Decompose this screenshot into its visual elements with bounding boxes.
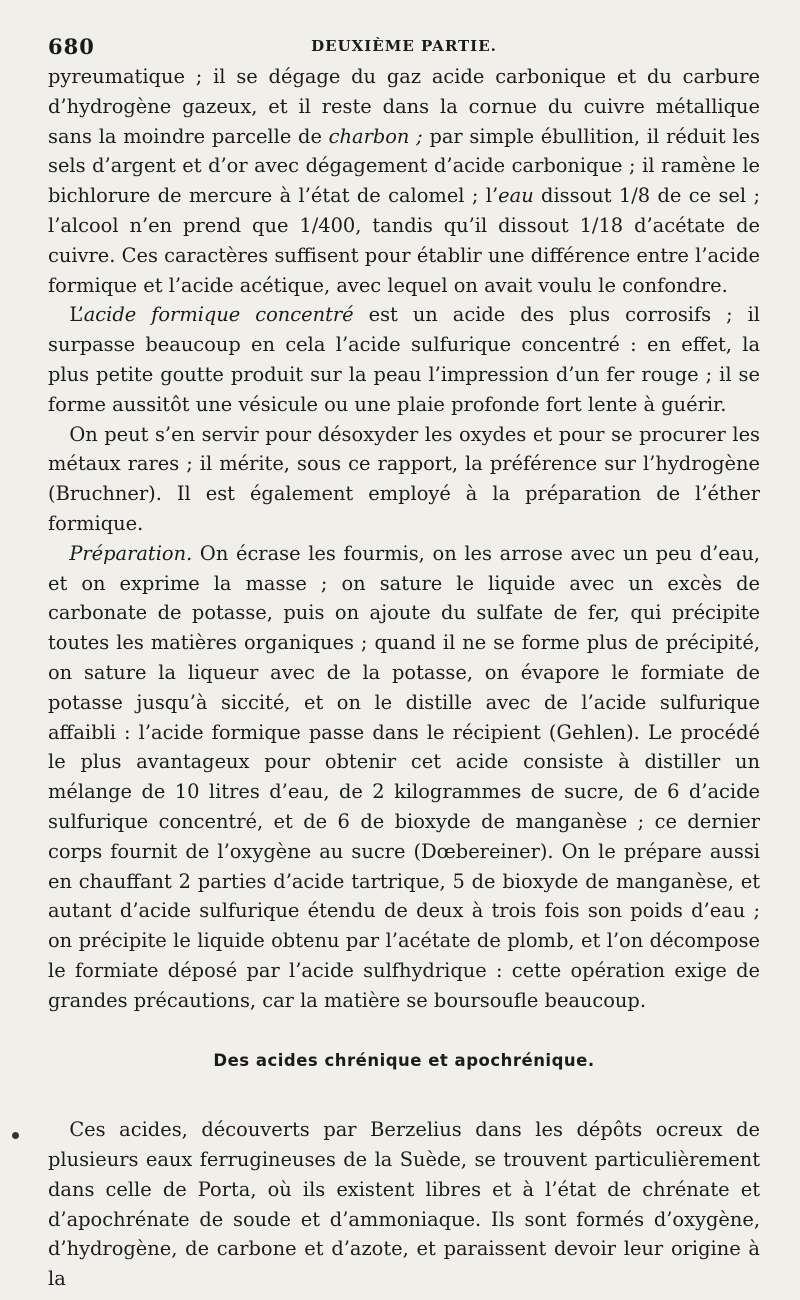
text-run: par simple ébullition, il réduit les sels d’argent et d’or avec dégagement d’acide carbonique ; il ramène le bichlorure de mercure à l’état de calomel ; l’: [48, 124, 760, 208]
text-run: pyreumatique ; il se dégage du gaz acide carbonique et du carbure d’hydrogène gazeux, et il reste dans la cornue du cuivre métallique sans la moindre parcelle de: [48, 65, 760, 148]
page-number: 680: [48, 34, 95, 59]
italic-text: Préparation.: [69, 541, 193, 565]
paragraph-continuation: [48, 62, 760, 300]
text-run: dissout 1/8 de ce sel ; l’alcool n’en prend que 1/400, tandis qu’il dissout 1/18 d’acétate de cuivre. Ces caractères suffisent pour établir une différence entre l’acide formique et l’acide acétique, avec lequel on avait voulu le confondre.: [48, 184, 760, 297]
text-run: On écrase les fourmis, on les arrose avec un peu d’eau, et on exprime la masse ; on sature le liquide avec un excès de carbonate de potasse, puis on ajoute du sulfate de fer, qui précipite toutes les matières organiques ; quand il ne se forme plus de précipité, on sature la liqueur avec de la potasse, on évapore le formiate de potasse jusqu’à siccité, et on le distille avec de l’acide sulfurique affaibli : l’acide formique passe dans le récipient (Gehlen). Le procédé le plus avantageux pour obtenir cet acide consiste à distiller un mélange de 10 litres d’eau, de 2 kilogrammes de sucre, de 6 d’acide sulfurique concentré, et de 6 de bioxyde de manganèse ; ce dernier corps fournit de l’oxygène au sucre (Dœbereiner). On le prépare aussi en chauffant 2 parties d’acide tartrique, 5 de bioxyde de manganèse, et autant d’acide sulfurique étendu de deux à trois fois son poids d’eau ; on précipite le liquide obtenu par l’acétate de plomb, et l’on décompose le formiate déposé par l’acide sulfhydrique : cette opération exige de grandes précautions, car la matière se boursoufle beaucoup.: [48, 541, 760, 1012]
paragraph-chrenique: Ces acides, découverts par Berzelius dans les dépôts ocreux de plusieurs eaux ferrugineuses de la Suède, se trouvent particulièrement dans celle de Porta, où ils existent libres et à l’état de chrénate et d’apochrénate de soude et d’ammoniaque. Ils sont formés d’oxygène, d’hydrogène, de carbone et d’azote, et paraissent devoir leur origine à la: [48, 1118, 760, 1291]
paragraph-usage: On peut s’en servir pour désoxyder les oxydes et pour se procurer les métaux rares ; il mérite, sous ce rapport, la préférence sur l’hydrogène (Bruchner). Il est également employé à la préparation de l’éther formique.: [48, 422, 760, 535]
paragraph-acide-formique: [48, 300, 760, 419]
page-header: [48, 34, 760, 62]
italic-text: eau: [498, 184, 534, 208]
margin-ink-dot: [12, 1132, 19, 1139]
italic-text: charbon ;: [328, 124, 423, 148]
running-head: DEUXIÈME PARTIE.: [311, 37, 497, 55]
paragraph-preparation: [48, 539, 760, 1016]
italic-text: acide formique concentré: [83, 303, 354, 327]
text-run: L’: [69, 303, 84, 327]
section-heading: Des acides chrénique et apochrénique.: [213, 1050, 595, 1070]
page-body: [48, 62, 760, 1294]
text-run: est un acide des plus corrosifs ; il surpasse beaucoup en cela l’acide sulfurique concentré : en effet, la plus petite goutte produit sur la peau l’impression d’un fer rouge ; il se forme aussitôt une vésicule ou une plaie profonde fort lente à guérir.: [48, 303, 761, 416]
